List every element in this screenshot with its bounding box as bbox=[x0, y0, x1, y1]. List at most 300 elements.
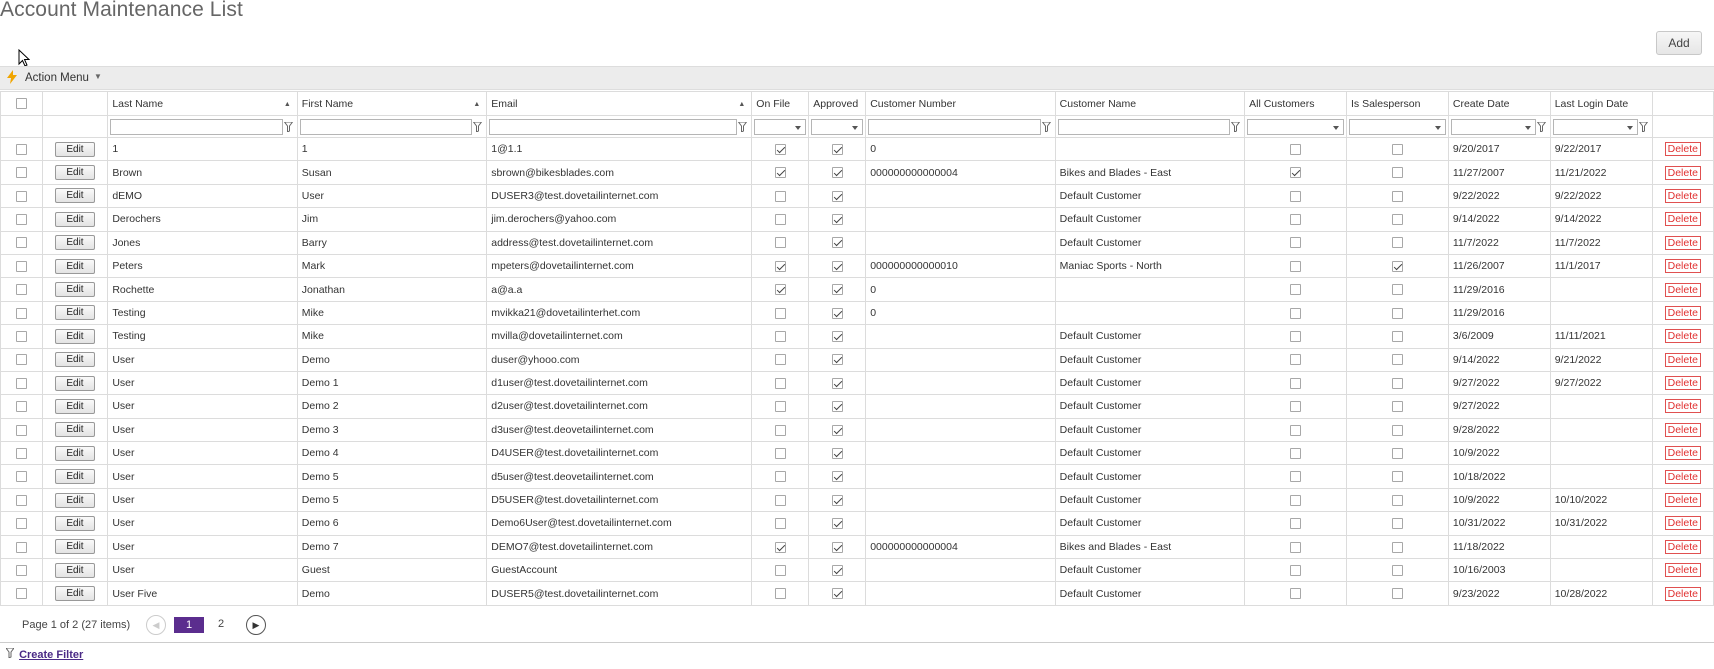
row-select-checkbox[interactable] bbox=[16, 425, 27, 436]
cell-email: DUSER3@test.dovetailinternet.com bbox=[487, 184, 752, 207]
delete-cell bbox=[1652, 488, 1713, 511]
cell-all-customers bbox=[1245, 512, 1347, 535]
row-select-checkbox[interactable] bbox=[16, 542, 27, 553]
cell-customer-name: Default Customer bbox=[1055, 465, 1244, 488]
filter-cell bbox=[1652, 116, 1713, 138]
row-select-cell bbox=[1, 582, 43, 605]
approved-checkbox bbox=[832, 448, 843, 459]
cell-last-login-date: 10/31/2022 bbox=[1550, 512, 1652, 535]
cell-last-login-date: 9/21/2022 bbox=[1550, 348, 1652, 371]
cell-create-date: 9/27/2022 bbox=[1448, 371, 1550, 394]
cell-all-customers bbox=[1245, 231, 1347, 254]
row-select-checkbox[interactable] bbox=[16, 191, 27, 202]
edit-cell bbox=[42, 138, 108, 161]
row-select-cell bbox=[1, 442, 43, 465]
row-select-cell bbox=[1, 559, 43, 582]
column-header-on-file[interactable]: On File bbox=[752, 92, 809, 116]
filter-icon[interactable] bbox=[1639, 122, 1648, 132]
on-file-checkbox bbox=[775, 191, 786, 202]
cell-email: mvikka21@dovetailinterhet.com bbox=[487, 301, 752, 324]
row-select-checkbox[interactable] bbox=[16, 167, 27, 178]
edit-button[interactable]: Edit bbox=[55, 563, 94, 578]
edit-button[interactable]: Edit bbox=[55, 493, 94, 508]
edit-cell bbox=[42, 254, 108, 277]
cell-first-name: Demo 3 bbox=[297, 418, 486, 441]
edit-button[interactable]: Edit bbox=[55, 516, 94, 531]
cell-customer-name: Default Customer bbox=[1055, 348, 1244, 371]
on-file-checkbox bbox=[775, 378, 786, 389]
is-salesperson-checkbox bbox=[1392, 237, 1403, 248]
filter-input-last-name[interactable] bbox=[110, 119, 282, 135]
cell-customer-number bbox=[866, 371, 1055, 394]
create-filter-link[interactable]: Create Filter bbox=[19, 649, 84, 661]
cell-email: DEMO7@test.dovetailinternet.com bbox=[487, 535, 752, 558]
filter-icon[interactable] bbox=[738, 122, 747, 132]
row-select-checkbox[interactable] bbox=[16, 214, 27, 225]
edit-cell bbox=[42, 301, 108, 324]
edit-button[interactable]: Edit bbox=[55, 329, 94, 344]
all-customers-checkbox bbox=[1290, 378, 1301, 389]
cell-last-name: Testing bbox=[108, 301, 297, 324]
filter-icon[interactable] bbox=[473, 122, 482, 132]
cell-create-date: 11/26/2007 bbox=[1448, 254, 1550, 277]
table-row bbox=[1, 278, 1714, 301]
delete-button[interactable]: Delete bbox=[1665, 329, 1701, 343]
edit-button[interactable]: Edit bbox=[55, 446, 94, 461]
page-1-button[interactable]: 1 bbox=[174, 617, 204, 633]
delete-cell bbox=[1652, 582, 1713, 605]
edit-button[interactable]: Edit bbox=[55, 352, 94, 367]
cell-approved bbox=[809, 559, 866, 582]
all-customers-checkbox bbox=[1290, 167, 1301, 178]
is-salesperson-checkbox bbox=[1392, 331, 1403, 342]
edit-button[interactable]: Edit bbox=[55, 376, 94, 391]
edit-button[interactable]: Edit bbox=[55, 469, 94, 484]
edit-button[interactable]: Edit bbox=[55, 142, 94, 157]
filter-input-email[interactable] bbox=[489, 119, 737, 135]
cell-customer-number: 000000000000004 bbox=[866, 535, 1055, 558]
column-header-is-salesperson[interactable]: Is Salesperson bbox=[1347, 92, 1449, 116]
all-customers-checkbox bbox=[1290, 237, 1301, 248]
row-select-checkbox[interactable] bbox=[16, 331, 27, 342]
row-select-cell bbox=[1, 325, 43, 348]
cell-all-customers bbox=[1245, 278, 1347, 301]
delete-button[interactable]: Delete bbox=[1665, 259, 1701, 273]
delete-cell bbox=[1652, 442, 1713, 465]
delete-button[interactable]: Delete bbox=[1665, 446, 1701, 460]
all-customers-checkbox bbox=[1290, 495, 1301, 506]
edit-button[interactable]: Edit bbox=[55, 282, 94, 297]
all-customers-checkbox bbox=[1290, 518, 1301, 529]
is-salesperson-checkbox bbox=[1392, 284, 1403, 295]
on-file-checkbox bbox=[775, 425, 786, 436]
cell-first-name: Guest bbox=[297, 559, 486, 582]
cell-approved bbox=[809, 184, 866, 207]
edit-cell bbox=[42, 184, 108, 207]
edit-cell bbox=[42, 488, 108, 511]
cell-is-salesperson bbox=[1347, 512, 1449, 535]
approved-checkbox bbox=[832, 354, 843, 365]
cell-on-file bbox=[752, 395, 809, 418]
cell-last-name: Derochers bbox=[108, 208, 297, 231]
cell-customer-name: Default Customer bbox=[1055, 231, 1244, 254]
filter-input-first-name[interactable] bbox=[300, 119, 472, 135]
row-select-cell bbox=[1, 348, 43, 371]
filter-select-all-customers[interactable] bbox=[1247, 119, 1344, 135]
cell-email: jim.derochers@yahoo.com bbox=[487, 208, 752, 231]
delete-button[interactable]: Delete bbox=[1665, 587, 1701, 601]
column-label: Last Name bbox=[112, 97, 164, 110]
cell-first-name: Demo 1 bbox=[297, 371, 486, 394]
cell-customer-name: Default Customer bbox=[1055, 582, 1244, 605]
all-customers-checkbox bbox=[1290, 144, 1301, 155]
is-salesperson-checkbox bbox=[1392, 354, 1403, 365]
approved-checkbox bbox=[832, 167, 843, 178]
page-title: Account Maintenance List bbox=[0, 0, 243, 21]
cell-on-file bbox=[752, 138, 809, 161]
edit-button[interactable]: Edit bbox=[55, 305, 94, 320]
row-select-checkbox[interactable] bbox=[16, 565, 27, 576]
cell-all-customers bbox=[1245, 582, 1347, 605]
cell-first-name: Demo 5 bbox=[297, 488, 486, 511]
on-file-checkbox bbox=[775, 331, 786, 342]
edit-button[interactable]: Edit bbox=[55, 235, 94, 250]
cell-create-date: 11/18/2022 bbox=[1448, 535, 1550, 558]
row-select-checkbox[interactable] bbox=[16, 354, 27, 365]
delete-button[interactable]: Delete bbox=[1665, 493, 1701, 507]
cell-create-date: 11/27/2007 bbox=[1448, 161, 1550, 184]
cell-last-name: Brown bbox=[108, 161, 297, 184]
cell-last-name: User bbox=[108, 512, 297, 535]
cell-last-login-date bbox=[1550, 442, 1652, 465]
cell-customer-number: 0 bbox=[866, 301, 1055, 324]
cell-customer-number bbox=[866, 512, 1055, 535]
all-customers-checkbox bbox=[1290, 214, 1301, 225]
row-select-checkbox[interactable] bbox=[16, 308, 27, 319]
delete-button[interactable]: Delete bbox=[1665, 189, 1701, 203]
filter-icon[interactable] bbox=[284, 122, 293, 132]
delete-button[interactable]: Delete bbox=[1665, 423, 1701, 437]
cell-last-name: User bbox=[108, 348, 297, 371]
delete-button[interactable]: Delete bbox=[1665, 306, 1701, 320]
delete-button[interactable]: Delete bbox=[1665, 563, 1701, 577]
edit-cell bbox=[42, 465, 108, 488]
table-row bbox=[1, 138, 1714, 161]
table-row bbox=[1, 488, 1714, 511]
table-row bbox=[1, 535, 1714, 558]
cell-all-customers bbox=[1245, 138, 1347, 161]
delete-button[interactable]: Delete bbox=[1665, 142, 1701, 156]
cell-first-name: 1 bbox=[297, 138, 486, 161]
cell-first-name: User bbox=[297, 184, 486, 207]
edit-button[interactable]: Edit bbox=[55, 212, 94, 227]
delete-cell bbox=[1652, 231, 1713, 254]
table-row bbox=[1, 231, 1714, 254]
cell-is-salesperson bbox=[1347, 231, 1449, 254]
column-header-first-name[interactable] bbox=[297, 92, 486, 116]
page-2-button[interactable]: 2 bbox=[218, 618, 225, 630]
cell-customer-name: Bikes and Blades - East bbox=[1055, 161, 1244, 184]
accounts-grid bbox=[0, 91, 1714, 606]
approved-checkbox bbox=[832, 401, 843, 412]
edit-button[interactable]: Edit bbox=[55, 188, 94, 203]
column-header-last-login-date[interactable]: Last Login Date bbox=[1550, 92, 1652, 116]
edit-cell bbox=[42, 371, 108, 394]
cell-customer-number bbox=[866, 184, 1055, 207]
cell-approved bbox=[809, 488, 866, 511]
on-file-checkbox bbox=[775, 354, 786, 365]
all-customers-checkbox bbox=[1290, 401, 1301, 412]
cell-last-name: User bbox=[108, 465, 297, 488]
filter-cell bbox=[1347, 116, 1449, 138]
on-file-checkbox bbox=[775, 565, 786, 576]
column-header-last-name[interactable] bbox=[108, 92, 297, 116]
cell-last-login-date: 9/14/2022 bbox=[1550, 208, 1652, 231]
row-select-checkbox[interactable] bbox=[16, 495, 27, 506]
all-customers-checkbox bbox=[1290, 331, 1301, 342]
cell-on-file bbox=[752, 535, 809, 558]
edit-cell bbox=[42, 418, 108, 441]
delete-button[interactable]: Delete bbox=[1665, 236, 1701, 250]
cell-on-file bbox=[752, 348, 809, 371]
cell-first-name: Demo bbox=[297, 348, 486, 371]
cell-all-customers bbox=[1245, 301, 1347, 324]
table-row bbox=[1, 325, 1714, 348]
cell-on-file bbox=[752, 488, 809, 511]
pager-info: Page 1 of 2 (27 items) bbox=[22, 619, 131, 631]
cell-customer-name: Default Customer bbox=[1055, 208, 1244, 231]
edit-button[interactable]: Edit bbox=[55, 399, 94, 414]
table-row bbox=[1, 418, 1714, 441]
approved-checkbox bbox=[832, 542, 843, 553]
action-menu-bar bbox=[0, 66, 1714, 90]
cell-is-salesperson bbox=[1347, 208, 1449, 231]
cell-last-login-date bbox=[1550, 301, 1652, 324]
cell-customer-name: Bikes and Blades - East bbox=[1055, 535, 1244, 558]
edit-button[interactable]: Edit bbox=[55, 539, 94, 554]
cell-all-customers bbox=[1245, 395, 1347, 418]
delete-button[interactable]: Delete bbox=[1665, 540, 1701, 554]
on-file-checkbox bbox=[775, 144, 786, 155]
cell-customer-number bbox=[866, 582, 1055, 605]
edit-cell bbox=[42, 442, 108, 465]
delete-button[interactable]: Delete bbox=[1665, 470, 1701, 484]
filter-select-on-file[interactable] bbox=[754, 119, 806, 135]
row-select-cell bbox=[1, 208, 43, 231]
all-customers-checkbox bbox=[1290, 261, 1301, 272]
table-row bbox=[1, 161, 1714, 184]
cell-is-salesperson bbox=[1347, 184, 1449, 207]
cell-approved bbox=[809, 371, 866, 394]
cell-last-login-date: 11/21/2022 bbox=[1550, 161, 1652, 184]
cell-approved bbox=[809, 442, 866, 465]
cell-approved bbox=[809, 348, 866, 371]
on-file-checkbox bbox=[775, 401, 786, 412]
edit-column-header bbox=[42, 92, 108, 116]
cell-email: a@a.a bbox=[487, 278, 752, 301]
cell-last-login-date bbox=[1550, 278, 1652, 301]
on-file-checkbox bbox=[775, 308, 786, 319]
edit-cell bbox=[42, 395, 108, 418]
select-all-checkbox[interactable] bbox=[16, 98, 27, 109]
cell-all-customers bbox=[1245, 371, 1347, 394]
cell-all-customers bbox=[1245, 442, 1347, 465]
cell-customer-name: Default Customer bbox=[1055, 442, 1244, 465]
row-select-checkbox[interactable] bbox=[16, 401, 27, 412]
cell-approved bbox=[809, 278, 866, 301]
row-select-cell bbox=[1, 231, 43, 254]
on-file-checkbox bbox=[775, 588, 786, 599]
row-select-checkbox[interactable] bbox=[16, 588, 27, 599]
cell-on-file bbox=[752, 161, 809, 184]
cell-create-date: 9/20/2017 bbox=[1448, 138, 1550, 161]
cell-customer-number: 000000000000010 bbox=[866, 254, 1055, 277]
all-customers-checkbox bbox=[1290, 471, 1301, 482]
all-customers-checkbox bbox=[1290, 565, 1301, 576]
edit-button[interactable]: Edit bbox=[55, 422, 94, 437]
delete-button[interactable]: Delete bbox=[1665, 283, 1701, 297]
cell-last-login-date bbox=[1550, 395, 1652, 418]
delete-cell bbox=[1652, 512, 1713, 535]
delete-button[interactable]: Delete bbox=[1665, 166, 1701, 180]
row-select-checkbox[interactable] bbox=[16, 144, 27, 155]
filter-cell bbox=[1550, 116, 1652, 138]
filter-icon[interactable] bbox=[1042, 122, 1051, 132]
edit-button[interactable]: Edit bbox=[55, 165, 94, 180]
row-select-cell bbox=[1, 512, 43, 535]
cell-customer-number bbox=[866, 231, 1055, 254]
column-header-email[interactable] bbox=[487, 92, 752, 116]
filter-cell bbox=[809, 116, 866, 138]
cell-last-login-date: 9/22/2017 bbox=[1550, 138, 1652, 161]
row-select-checkbox[interactable] bbox=[16, 284, 27, 295]
edit-cell bbox=[42, 325, 108, 348]
edit-cell bbox=[42, 582, 108, 605]
approved-checkbox bbox=[832, 518, 843, 529]
cell-customer-number bbox=[866, 418, 1055, 441]
cell-is-salesperson bbox=[1347, 254, 1449, 277]
row-select-cell bbox=[1, 488, 43, 511]
filter-input-customer-name[interactable] bbox=[1058, 119, 1230, 135]
on-file-checkbox bbox=[775, 495, 786, 506]
delete-cell bbox=[1652, 465, 1713, 488]
filter-date-last-login[interactable] bbox=[1553, 119, 1638, 135]
filter-select-approved[interactable] bbox=[811, 119, 863, 135]
row-select-checkbox[interactable] bbox=[16, 448, 27, 459]
all-customers-checkbox bbox=[1290, 354, 1301, 365]
filter-icon bbox=[6, 648, 14, 658]
cell-on-file bbox=[752, 559, 809, 582]
cell-all-customers bbox=[1245, 184, 1347, 207]
row-select-cell bbox=[1, 301, 43, 324]
delete-cell bbox=[1652, 138, 1713, 161]
column-header-customer-number[interactable]: Customer Number bbox=[866, 92, 1055, 116]
cell-approved bbox=[809, 231, 866, 254]
edit-button[interactable]: Edit bbox=[55, 259, 94, 274]
cell-create-date: 9/14/2022 bbox=[1448, 208, 1550, 231]
filter-select-is-salesperson[interactable] bbox=[1349, 119, 1446, 135]
delete-cell bbox=[1652, 559, 1713, 582]
cell-last-name: Jones bbox=[108, 231, 297, 254]
is-salesperson-checkbox bbox=[1392, 144, 1403, 155]
cell-is-salesperson bbox=[1347, 465, 1449, 488]
cell-customer-name: Default Customer bbox=[1055, 512, 1244, 535]
cell-customer-name: Default Customer bbox=[1055, 418, 1244, 441]
chevron-down-icon[interactable]: ▼ bbox=[94, 72, 102, 81]
approved-checkbox bbox=[832, 565, 843, 576]
edit-cell bbox=[42, 512, 108, 535]
filter-date-create[interactable] bbox=[1451, 119, 1536, 135]
on-file-checkbox bbox=[775, 167, 786, 178]
all-customers-checkbox bbox=[1290, 284, 1301, 295]
action-menu-button[interactable]: Action Menu bbox=[25, 72, 89, 84]
cell-customer-number bbox=[866, 465, 1055, 488]
cell-approved bbox=[809, 254, 866, 277]
column-header-customer-name[interactable]: Customer Name bbox=[1055, 92, 1244, 116]
approved-checkbox bbox=[832, 284, 843, 295]
column-header-all-customers[interactable]: All Customers bbox=[1245, 92, 1347, 116]
delete-button[interactable]: Delete bbox=[1665, 212, 1701, 226]
delete-button[interactable]: Delete bbox=[1665, 376, 1701, 390]
cell-customer-name: Default Customer bbox=[1055, 395, 1244, 418]
cell-create-date: 3/6/2009 bbox=[1448, 325, 1550, 348]
cell-create-date: 10/9/2022 bbox=[1448, 442, 1550, 465]
select-all-cell bbox=[1, 92, 43, 116]
cell-customer-name: Default Customer bbox=[1055, 559, 1244, 582]
all-customers-checkbox bbox=[1290, 542, 1301, 553]
is-salesperson-checkbox bbox=[1392, 167, 1403, 178]
filter-icon[interactable] bbox=[1537, 122, 1546, 132]
is-salesperson-checkbox bbox=[1392, 542, 1403, 553]
row-select-checkbox[interactable] bbox=[16, 471, 27, 482]
delete-button[interactable]: Delete bbox=[1665, 516, 1701, 530]
row-select-checkbox[interactable] bbox=[16, 237, 27, 248]
approved-checkbox bbox=[832, 237, 843, 248]
column-header-approved[interactable]: Approved bbox=[809, 92, 866, 116]
approved-checkbox bbox=[832, 214, 843, 225]
row-select-checkbox[interactable] bbox=[16, 261, 27, 272]
cell-customer-name: Maniac Sports - North bbox=[1055, 254, 1244, 277]
cell-last-name: User bbox=[108, 395, 297, 418]
delete-cell bbox=[1652, 301, 1713, 324]
row-select-checkbox[interactable] bbox=[16, 518, 27, 529]
delete-button[interactable]: Delete bbox=[1665, 399, 1701, 413]
cell-last-name: User bbox=[108, 418, 297, 441]
cell-all-customers bbox=[1245, 208, 1347, 231]
on-file-checkbox bbox=[775, 542, 786, 553]
column-header-create-date[interactable]: Create Date bbox=[1448, 92, 1550, 116]
next-page-icon[interactable]: ▶ bbox=[246, 615, 266, 635]
row-select-cell bbox=[1, 278, 43, 301]
cell-create-date: 10/9/2022 bbox=[1448, 488, 1550, 511]
cell-approved bbox=[809, 301, 866, 324]
row-select-checkbox[interactable] bbox=[16, 378, 27, 389]
cell-customer-name bbox=[1055, 278, 1244, 301]
prev-page-icon[interactable]: ◀ bbox=[146, 615, 166, 635]
cell-email: d3user@test.deovetailinternet.com bbox=[487, 418, 752, 441]
cell-email: sbrown@bikesblades.com bbox=[487, 161, 752, 184]
row-select-cell bbox=[1, 535, 43, 558]
filter-icon[interactable] bbox=[1231, 122, 1240, 132]
edit-button[interactable]: Edit bbox=[55, 586, 94, 601]
delete-cell bbox=[1652, 254, 1713, 277]
sort-arrow-icon: ▲ bbox=[738, 101, 746, 108]
delete-button[interactable]: Delete bbox=[1665, 353, 1701, 367]
approved-checkbox bbox=[832, 378, 843, 389]
cell-approved bbox=[809, 582, 866, 605]
filter-input-customer-number[interactable] bbox=[868, 119, 1040, 135]
add-button[interactable]: Add bbox=[1656, 31, 1702, 55]
